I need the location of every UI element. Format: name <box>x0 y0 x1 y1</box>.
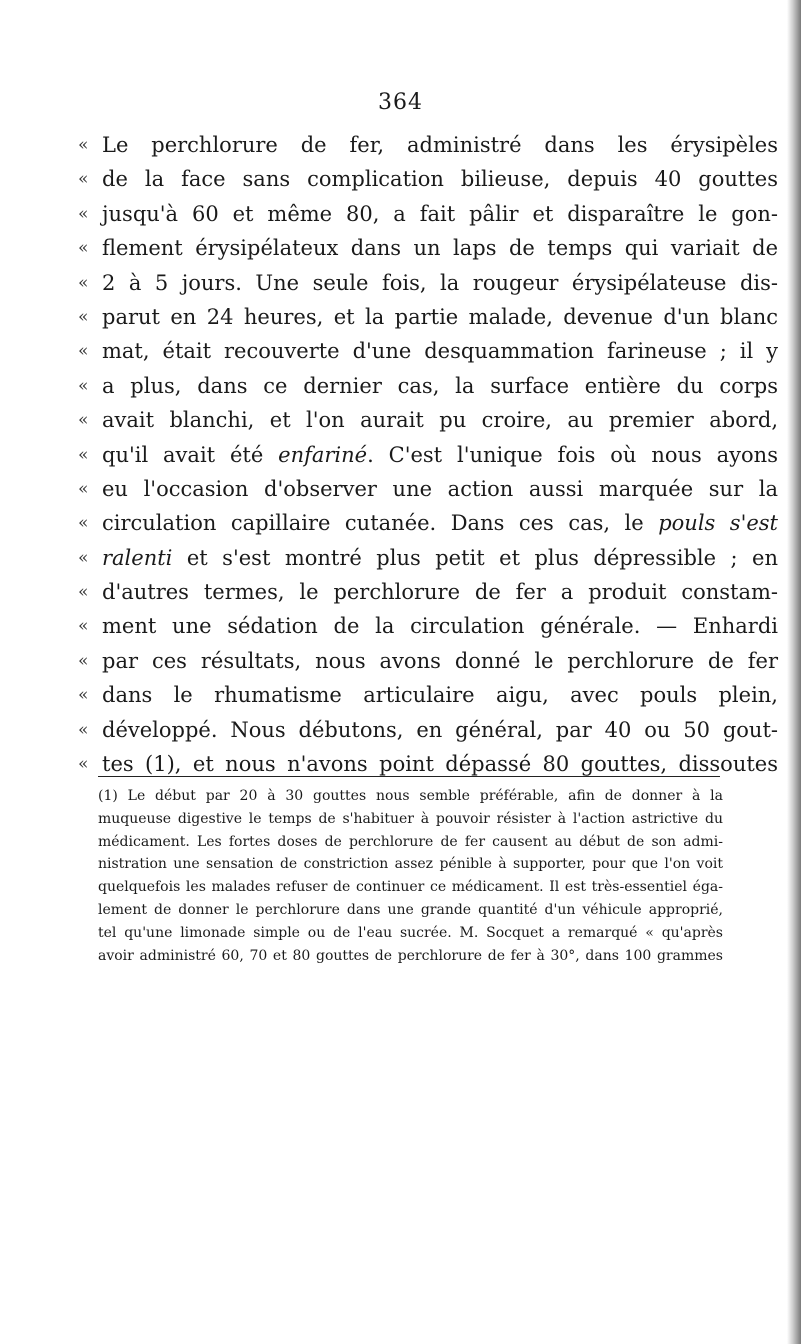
quote-mark: « <box>78 616 89 637</box>
quote-mark: « <box>78 650 89 671</box>
footnote-line: lement de donner le perchlorure dans une grande quantité d'un véhicule approprié, <box>98 901 723 918</box>
quote-mark: « <box>78 478 89 499</box>
text-line <box>78 678 778 712</box>
quote-mark: « <box>78 754 89 775</box>
text-line <box>78 334 778 368</box>
italic-word-enfarine: enfariné <box>278 442 368 467</box>
text-line <box>78 266 778 300</box>
quote-mark: « <box>78 410 89 431</box>
text-line-content-with-italic <box>102 438 778 472</box>
text-segment: et s'est montré plus petit et plus dépressible ; en <box>172 545 778 570</box>
quote-mark: « <box>78 169 89 190</box>
quote-mark: « <box>78 135 89 155</box>
text-line <box>78 713 778 747</box>
quote-mark: « <box>78 341 89 362</box>
footnote-separator-rule <box>98 776 720 777</box>
text-line <box>78 472 778 506</box>
text-line-content: avait blanchi, et l'on aurait pu croire, au premier abord, <box>102 408 778 433</box>
text-line <box>78 609 778 643</box>
text-line-content: d'autres termes, le perchlorure de fer a produit constam- <box>102 580 778 605</box>
quote-mark: « <box>78 547 89 568</box>
text-line-content: tes (1), et nous n'avons point dépassé 80 gouttes, dissoutes <box>102 752 778 777</box>
text-line-content: développé. Nous débutons, en général, par 40 ou 50 gout- <box>102 717 778 742</box>
text-line <box>78 128 778 162</box>
quote-mark: « <box>78 238 89 259</box>
text-line <box>78 300 778 334</box>
text-line <box>78 369 778 403</box>
text-line <box>78 575 778 609</box>
footnote-line: nistration une sensation de constriction assez pénible à supporter, pour que l'on voit <box>98 856 723 873</box>
text-line <box>78 438 778 472</box>
quote-mark: « <box>78 685 89 706</box>
quote-mark: « <box>78 444 89 465</box>
quote-mark: « <box>78 203 89 224</box>
page-number: 364 <box>378 90 423 115</box>
page-edge-shadow <box>787 0 801 1344</box>
text-line <box>78 162 778 196</box>
text-line-content: de la face sans complication bilieuse, depuis 40 gouttes <box>102 167 778 192</box>
italic-phrase-pouls-sest: pouls s'est <box>658 511 778 536</box>
text-line-content: eu l'occasion d'observer une action aussi marquée sur la <box>102 476 778 501</box>
text-line-content: a plus, dans ce dernier cas, la surface entière du corps <box>102 373 778 398</box>
text-segment: . C'est l'unique fois où nous ayons <box>367 442 778 467</box>
text-line <box>78 541 778 575</box>
text-line-content: flement érysipélateux dans un laps de temps qui variait de <box>102 236 778 261</box>
text-line-content: jusqu'à 60 et même 80, a fait pâlir et disparaître le gon- <box>102 201 778 226</box>
italic-word-ralenti: ralenti <box>102 545 173 570</box>
text-line-content: mat, était recouverte d'une desquammation farineuse ; il y <box>102 339 778 364</box>
text-line-content: parut en 24 heures, et la partie malade, devenue d'un blanc <box>102 304 778 329</box>
footnote-line: muqueuse digestive le temps de s'habituer à pouvoir résister à l'action astrictive du <box>98 810 723 827</box>
footnote-line: tel qu'une limonade simple ou de l'eau sucrée. M. Socquet a remarqué « qu'après <box>98 924 723 941</box>
text-line <box>78 231 778 265</box>
body-text <box>78 128 778 781</box>
quote-mark: « <box>78 272 89 293</box>
text-line-content-with-italic <box>102 541 778 575</box>
text-line <box>78 197 778 231</box>
quote-mark: « <box>78 582 89 603</box>
quote-mark: « <box>78 719 89 740</box>
text-line-content: dans le rhumatisme articulaire aigu, avec pouls plein, <box>102 683 778 708</box>
text-segment: circulation capillaire cutanée. Dans ces cas, le <box>102 511 659 536</box>
text-line-content: ment une sédation de la circulation générale. — Enhardi <box>102 614 778 639</box>
footnote-line: quelquefois les malades refuser de continuer ce médicament. Il est très-essentiel éga- <box>98 879 723 896</box>
text-line-content: Le perchlorure de fer, administré dans les érysipèles <box>102 133 778 157</box>
quote-mark: « <box>78 375 89 396</box>
quote-mark: « <box>78 306 89 327</box>
text-line-content: par ces résultats, nous avons donné le perchlorure de fer <box>102 648 778 673</box>
text-line <box>78 644 778 678</box>
footnote <box>98 785 723 967</box>
footnote-line: médicament. Les fortes doses de perchlorure de fer causent au début de son admi- <box>98 833 723 850</box>
text-line <box>78 506 778 540</box>
quote-mark: « <box>78 513 89 534</box>
text-line-content: 2 à 5 jours. Une seule fois, la rougeur érysipélateuse dis- <box>102 270 778 295</box>
text-segment: qu'il avait été <box>102 442 279 467</box>
footnote-line: avoir administré 60, 70 et 80 gouttes de perchlorure de fer à 30°, dans 100 grammes <box>98 947 723 964</box>
footnote-line: (1) Le début par 20 à 30 gouttes nous semble préférable, afin de donner à la <box>98 788 723 804</box>
text-line-content-with-italic <box>102 506 778 540</box>
text-line <box>78 403 778 437</box>
